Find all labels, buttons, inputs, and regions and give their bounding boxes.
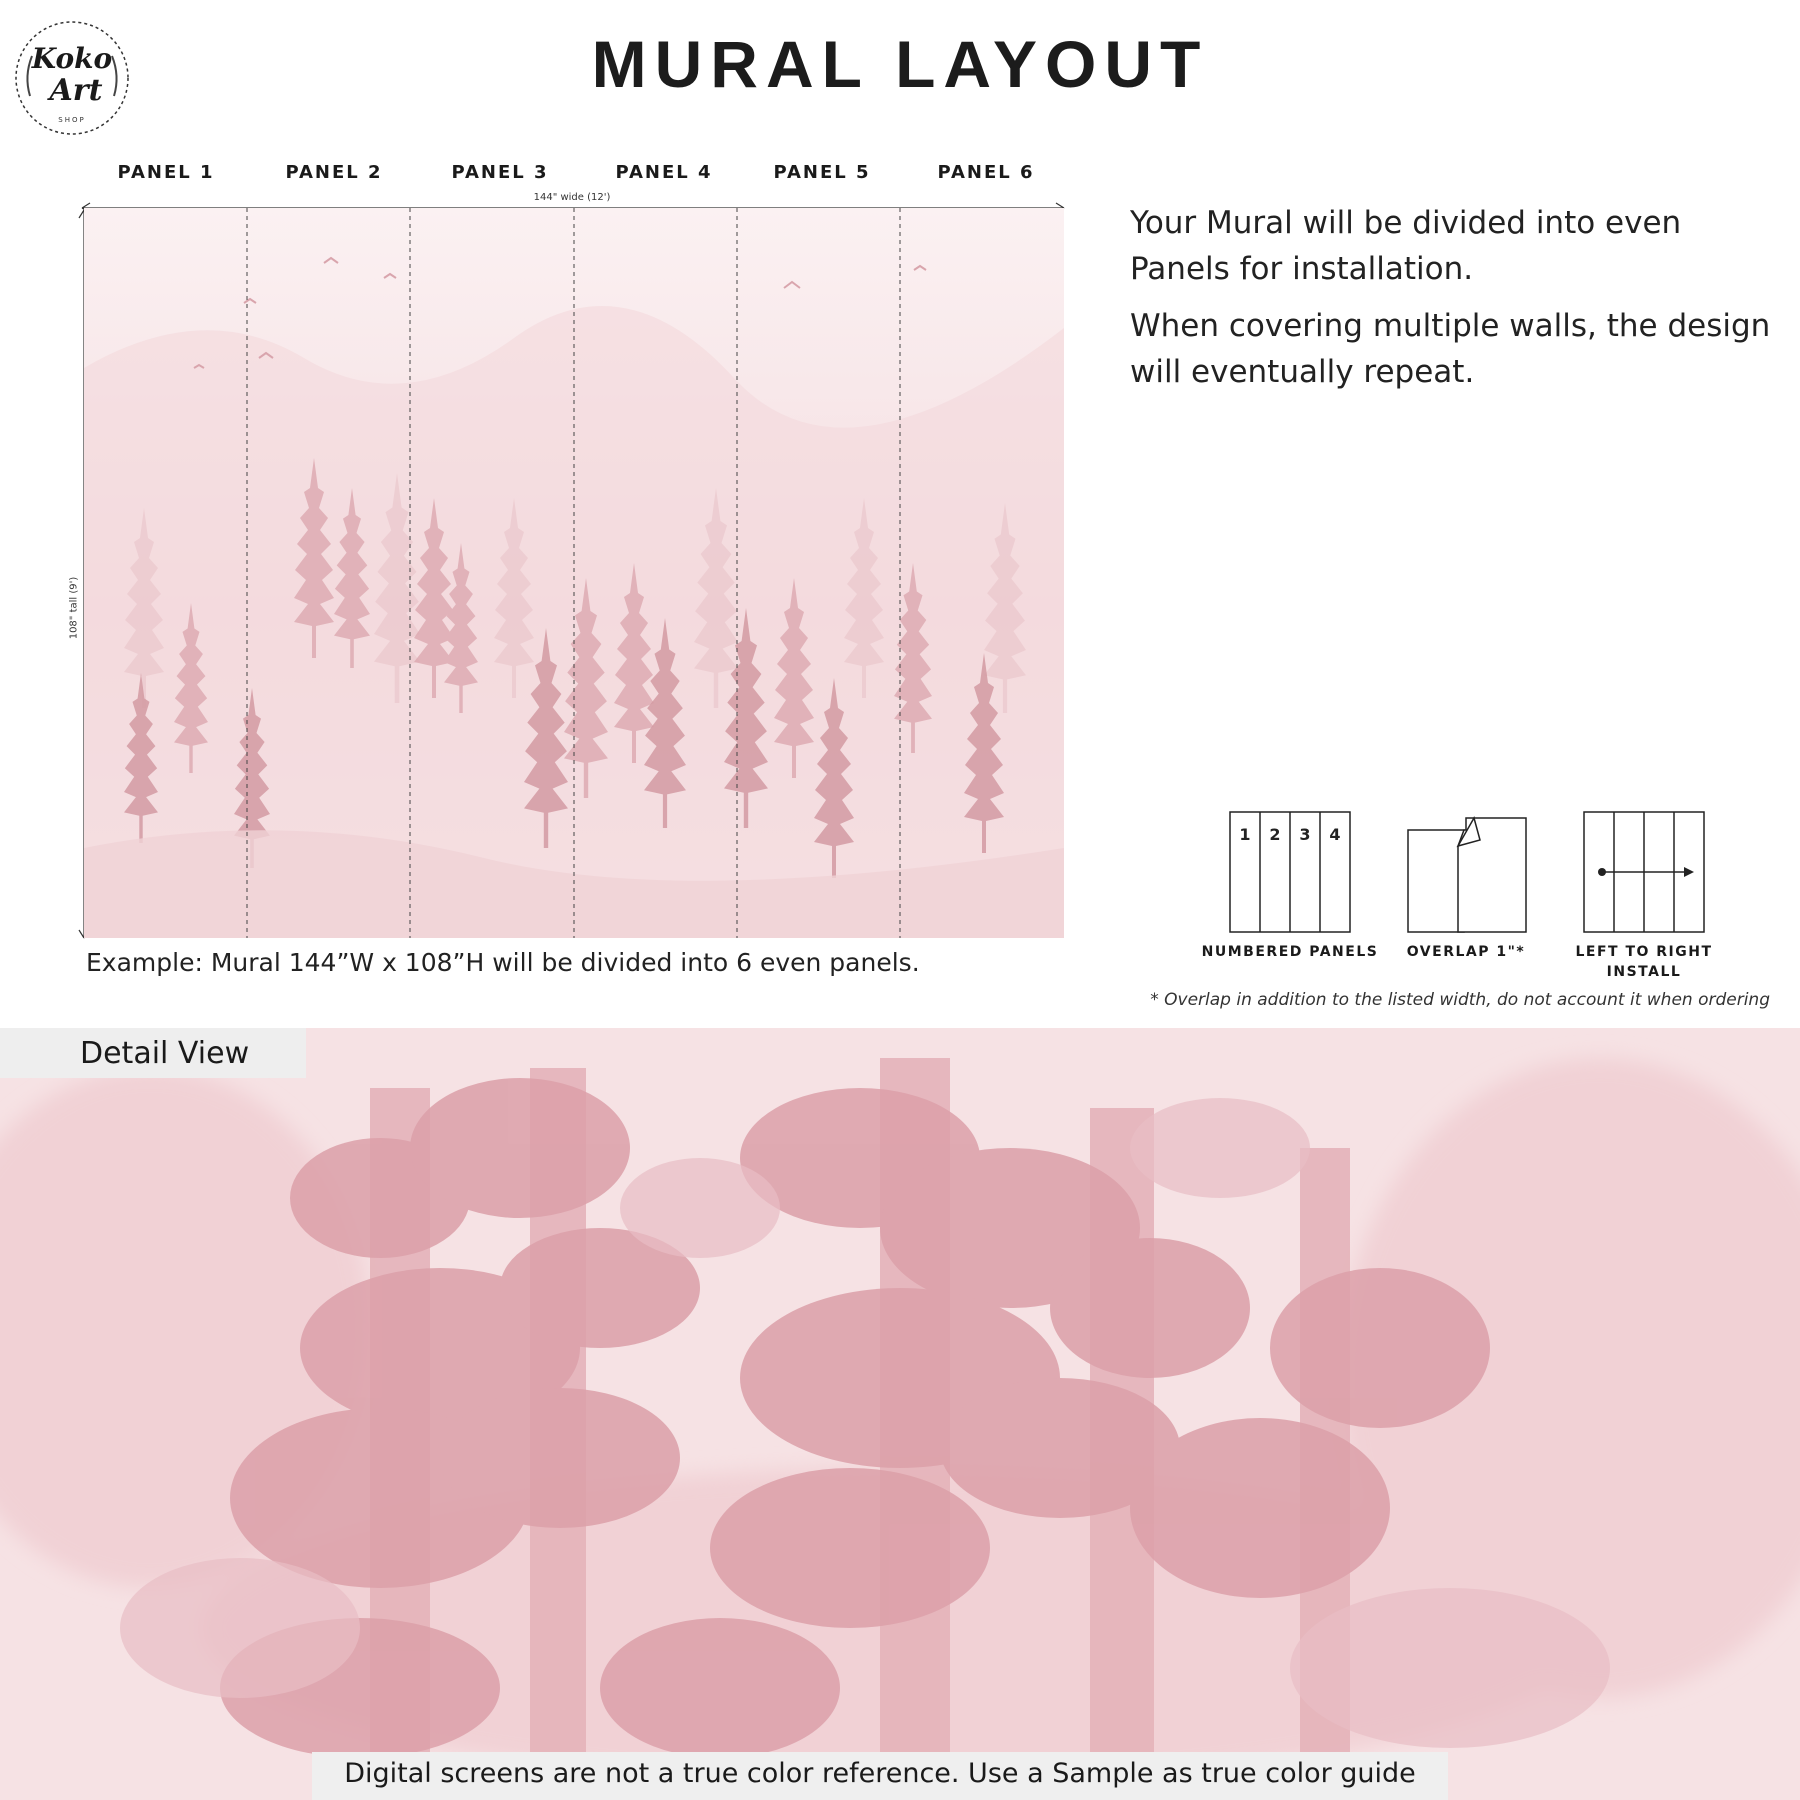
panel-label-1: PANEL 1: [117, 162, 215, 183]
color-disclaimer: Digital screens are not a true color reference. Use a Sample as true color guide: [344, 1758, 1416, 1789]
panel-label-6: PANEL 6: [937, 162, 1035, 183]
logo-text-koko: Koko: [31, 42, 113, 75]
svg-text:3: 3: [1299, 825, 1311, 844]
overlap-icon: [1404, 810, 1528, 934]
mural-preview-image: [84, 208, 1064, 938]
logo-text-shop: SHOP: [58, 116, 86, 124]
panel-label-3: PANEL 3: [451, 162, 549, 183]
panel-label-4: PANEL 4: [615, 162, 713, 183]
ltr-install-label-line2: INSTALL: [1606, 964, 1682, 980]
svg-text:4: 4: [1329, 825, 1341, 844]
numbered-panels-label: NUMBERED PANELS: [1201, 944, 1379, 960]
numbered-panels-icon: [1228, 810, 1352, 934]
detail-view-image: [0, 1028, 1800, 1800]
left-to-right-install-icon: [1582, 810, 1706, 934]
overlap-footnote: * Overlap in addition to the listed width, do not account it when ordering: [1150, 990, 1770, 1010]
description-repeat: When covering multiple walls, the design will eventually repeat.: [1130, 308, 1771, 390]
width-dimension-label: 144" wide (12'): [533, 192, 611, 203]
ltr-install-label: [1544, 942, 1744, 982]
height-dimension-label: 108" tall (9'): [68, 576, 80, 640]
example-caption: Example: Mural 144”W x 108”H will be divided into 6 even panels.: [86, 948, 920, 977]
panel-label-2: PANEL 2: [285, 162, 383, 183]
page-title: MURAL LAYOUT: [591, 27, 1209, 101]
logo-text-art: Art: [49, 73, 103, 108]
svg-text:2: 2: [1269, 825, 1281, 844]
panel-label-5: PANEL 5: [773, 162, 871, 183]
overlap-label: OVERLAP 1"*: [1406, 944, 1526, 960]
description-panels: Your Mural will be divided into even Panels for installation.: [1130, 205, 1682, 287]
detail-view-label: Detail View: [80, 1036, 250, 1071]
svg-text:1: 1: [1239, 825, 1251, 844]
ltr-install-label-line1: LEFT TO RIGHT: [1575, 944, 1713, 960]
